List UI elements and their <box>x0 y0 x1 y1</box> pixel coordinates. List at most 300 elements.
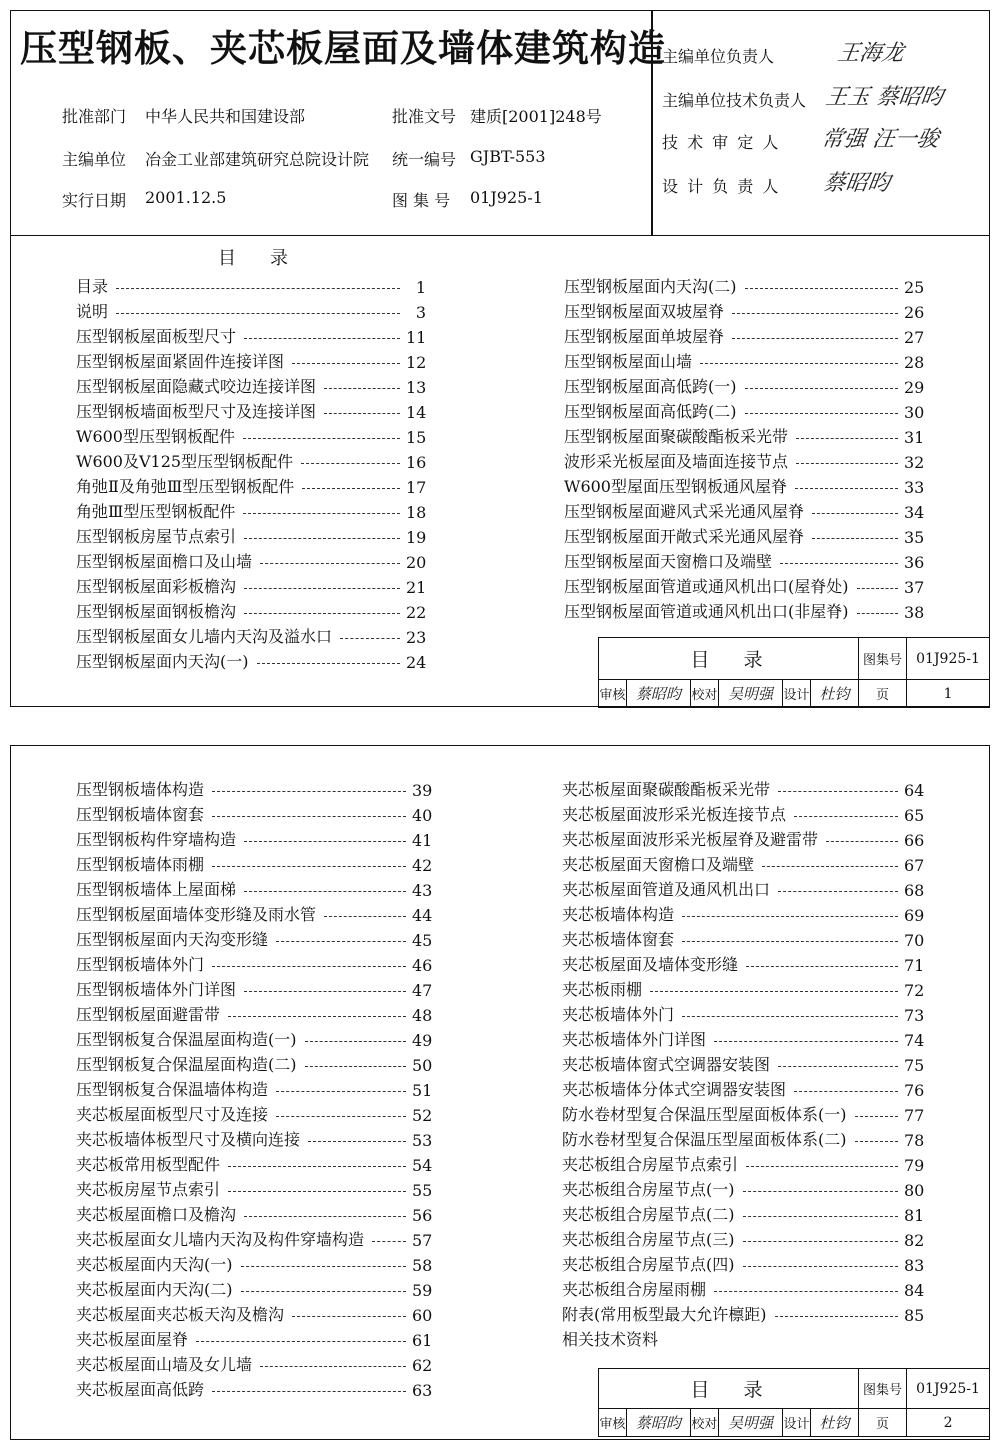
toc-leader-dashes <box>778 791 898 792</box>
toc-entry-page: 35 <box>904 528 925 547</box>
toc-entry-title: 夹芯板屋面高低跨 <box>76 1380 205 1399</box>
title-block-1 <box>598 637 990 708</box>
toc-leader-dashes <box>302 488 400 489</box>
title-block-2 <box>598 1368 990 1437</box>
toc-leader-dashes <box>244 588 400 589</box>
toc-entry-page: 72 <box>904 981 925 1000</box>
toc-entry-page: 76 <box>904 1081 925 1100</box>
toc-entry <box>564 447 924 472</box>
toc-entry <box>76 775 432 800</box>
page-number: 1 <box>907 680 990 708</box>
toc-leader-dashes <box>212 816 406 817</box>
signature-design: 蔡昭昀 <box>821 171 892 196</box>
toc-entry <box>562 775 924 800</box>
toc-entry-page: 67 <box>904 856 925 875</box>
page-label: 页 <box>858 680 906 708</box>
toc-leader-dashes <box>257 663 401 664</box>
toc-leader-dashes <box>243 513 400 514</box>
design-signature: 杜钧 <box>810 680 858 708</box>
toc-entry-title: 夹芯板常用板型配件 <box>76 1155 221 1174</box>
toc-leader-dashes <box>212 866 406 867</box>
toc-entry <box>562 1100 924 1125</box>
toc-entry <box>564 397 924 422</box>
approval-doc: 建质[2001]248号 <box>470 107 602 126</box>
toc-entry <box>76 1300 432 1325</box>
toc-entry-page: 64 <box>904 781 925 800</box>
toc-entry-page: 84 <box>904 1281 925 1300</box>
toc-entry <box>76 975 432 1000</box>
title-block-name: 目录 <box>599 638 859 680</box>
toc-entry-page: 37 <box>904 578 925 597</box>
toc-leader-dashes <box>116 288 400 289</box>
toc-entry-title: 夹芯板屋面内天沟(一) <box>76 1255 233 1274</box>
toc-entry <box>76 1050 432 1075</box>
toc-entry <box>564 472 924 497</box>
toc-entry-title: 夹芯板屋面板型尺寸及连接 <box>76 1105 269 1124</box>
toc-entry-page: 31 <box>904 428 925 447</box>
toc-entry <box>562 1075 924 1100</box>
toc-leader-dashes <box>305 1041 407 1042</box>
toc-entry-title: 压型钢板墙体上屋面梯 <box>76 880 237 899</box>
toc-leader-dashes <box>340 638 400 639</box>
toc-entry-title: 角弛Ⅱ及角弛Ⅲ型压型钢板配件 <box>76 477 295 496</box>
toc-entry-title: 压型钢板构件穿墙构造 <box>76 830 237 849</box>
toc-leader-dashes <box>746 1166 898 1167</box>
toc-entry-page: 66 <box>904 831 925 850</box>
toc-entry <box>562 1150 924 1175</box>
toc-entry <box>562 1300 924 1325</box>
toc-entry <box>76 1075 432 1100</box>
toc-leader-dashes <box>301 463 400 464</box>
toc-entry-page: 79 <box>904 1156 925 1175</box>
toc-entry-title: 夹芯板组合房屋雨棚 <box>562 1280 707 1299</box>
toc-entry <box>76 322 426 347</box>
toc-entry-title: 压型钢板屋面高低跨(二) <box>564 402 737 421</box>
toc-entry-page: 77 <box>904 1106 925 1125</box>
review-label: 审核 <box>599 680 627 708</box>
toc-leader-dashes <box>682 941 898 942</box>
toc-entry-page: 21 <box>406 578 427 597</box>
toc-entry <box>562 1000 924 1025</box>
staff-role-tech: 主编单位技术负责人 <box>662 91 807 110</box>
effective-date-label: 实行日期 <box>62 191 127 210</box>
toc-entry <box>564 597 924 622</box>
toc-entry <box>564 522 924 547</box>
toc-entry <box>76 472 426 497</box>
toc-entry <box>562 850 924 875</box>
toc-leader-dashes <box>682 916 898 917</box>
toc-entry-page: 19 <box>406 528 427 547</box>
toc-entry-page: 24 <box>406 653 427 672</box>
toc-entry <box>76 447 426 472</box>
toc-leader-dashes <box>714 1041 898 1042</box>
toc-leader-dashes <box>308 1141 406 1142</box>
toc-entry-page: 29 <box>904 378 925 397</box>
toc-leader-dashes <box>212 1391 406 1392</box>
toc-entry <box>76 372 426 397</box>
toc-entry-page: 80 <box>904 1181 925 1200</box>
staff-role-review: 技 术 审 定 人 <box>662 133 781 152</box>
toc-entry-title: 压型钢板屋面天窗檐口及端壁 <box>564 552 773 571</box>
toc-entry <box>76 1225 432 1250</box>
toc-leader-dashes <box>276 1091 406 1092</box>
toc-leader-dashes <box>745 413 899 414</box>
toc-entry-title: 压型钢板屋面檐口及山墙 <box>76 552 253 571</box>
toc-leader-dashes <box>260 1366 406 1367</box>
toc-leader-dashes <box>228 1191 406 1192</box>
toc-entry-title: 角弛Ⅲ型压型钢板配件 <box>76 502 236 521</box>
page-label: 页 <box>858 1409 906 1437</box>
toc-entry-page: 17 <box>406 478 427 497</box>
toc-entry-page: 34 <box>904 503 925 522</box>
toc-entry-page: 39 <box>412 781 433 800</box>
toc-entry-page: 1 <box>415 278 426 297</box>
staff-role-design: 设 计 负 责 人 <box>662 177 781 196</box>
toc-leader-dashes <box>228 1016 406 1017</box>
toc-entry <box>76 1175 432 1200</box>
toc-entry-page: 50 <box>412 1056 433 1075</box>
toc-entry-title: W600型屋面压型钢板通风屋脊 <box>564 477 787 496</box>
toc-leader-dashes <box>812 513 898 514</box>
toc-leader-dashes <box>244 538 400 539</box>
toc-leader-dashes <box>372 1241 406 1242</box>
toc-entry-title: 压型钢板屋面双坡屋脊 <box>564 302 725 321</box>
toc-entry <box>76 900 432 925</box>
toc-entry <box>76 1325 432 1350</box>
unified-no-label: 统一编号 <box>392 150 457 169</box>
toc-leader-dashes <box>324 916 406 917</box>
toc-entry-title: 夹芯板屋面夹芯板天沟及檐沟 <box>76 1305 285 1324</box>
toc-entry <box>76 397 426 422</box>
title-block-name: 目录 <box>599 1369 859 1409</box>
toc-entry-page: 75 <box>904 1056 925 1075</box>
toc-entry <box>562 800 924 825</box>
toc-entry-page: 51 <box>412 1081 433 1100</box>
toc-entry-page: 57 <box>412 1231 433 1250</box>
toc-leader-dashes <box>775 1316 899 1317</box>
toc-entry-title: 压型钢板墙体窗套 <box>76 805 205 824</box>
toc-entry <box>562 1325 924 1350</box>
toc-entry-page: 53 <box>412 1131 433 1150</box>
toc-leader-dashes <box>826 841 898 842</box>
toc-entry-title: 压型钢板屋面内天沟(一) <box>76 652 249 671</box>
toc-entry <box>564 347 924 372</box>
toc-leader-dashes <box>241 1266 407 1267</box>
toc-leader-dashes <box>732 313 898 314</box>
toc-entry <box>562 825 924 850</box>
toc-leader-dashes <box>324 388 400 389</box>
toc-leader-dashes <box>650 991 898 992</box>
toc-leader-dashes <box>745 288 899 289</box>
toc-leader-dashes <box>743 1191 899 1192</box>
toc-entry <box>562 950 924 975</box>
toc-entry <box>562 1125 924 1150</box>
toc-entry <box>76 297 426 322</box>
toc-leader-dashes <box>244 613 400 614</box>
toc-leader-dashes <box>212 966 406 967</box>
toc-entry-page: 40 <box>412 806 433 825</box>
toc-entry-page: 48 <box>412 1006 433 1025</box>
toc-entry <box>76 1100 432 1125</box>
toc-leader-dashes <box>794 1091 898 1092</box>
review-label: 审核 <box>599 1409 627 1437</box>
toc-leader-dashes <box>682 1016 898 1017</box>
toc-leader-dashes <box>778 1066 898 1067</box>
atlas-number: 01J925-1 <box>907 1369 990 1409</box>
toc-entry-title: 夹芯板墙体外门详图 <box>562 1030 707 1049</box>
toc-entry-page: 69 <box>904 906 925 925</box>
toc-entry-title: 夹芯板墙体窗式空调器安装图 <box>562 1055 771 1074</box>
toc-entry-title: 压型钢板屋面避风式采光通风屋脊 <box>564 502 805 521</box>
toc-entry <box>76 547 426 572</box>
toc-entry <box>76 875 432 900</box>
toc-entry-title: 防水卷材型复合保温压型屋面板体系(一) <box>562 1105 847 1124</box>
toc-entry-page: 78 <box>904 1131 925 1150</box>
toc-entry-page: 33 <box>904 478 925 497</box>
design-label: 设计 <box>783 680 811 708</box>
toc-entry-page: 65 <box>904 806 925 825</box>
toc-entry-title: 夹芯板屋面屋脊 <box>76 1330 189 1349</box>
toc-leader-dashes <box>243 438 400 439</box>
toc-entry-title: 压型钢板屋面高低跨(一) <box>564 377 737 396</box>
toc-entry-title: 相关技术资料 <box>562 1330 659 1349</box>
toc-entry-title: 压型钢板屋面隐藏式咬边连接详图 <box>76 377 317 396</box>
toc-entry-page: 20 <box>406 553 427 572</box>
toc-leader-dashes <box>780 563 898 564</box>
toc-entry-title: 夹芯板墙体外门 <box>562 1005 675 1024</box>
toc-entry-page: 52 <box>412 1106 433 1125</box>
toc-entry-title: 说明 <box>76 302 109 321</box>
toc-entry-title: W600型压型钢板配件 <box>76 427 235 446</box>
toc-leader-dashes <box>743 1266 899 1267</box>
toc-entry-title: 夹芯板屋面管道及通风机出口 <box>562 880 771 899</box>
toc-leader-dashes <box>116 313 400 314</box>
toc-entry <box>562 1250 924 1275</box>
toc-leader-dashes <box>324 413 400 414</box>
toc-entry-page: 68 <box>904 881 925 900</box>
toc-entry-title: 夹芯板墙体分体式空调器安装图 <box>562 1080 787 1099</box>
toc-entry <box>76 1250 432 1275</box>
toc-entry-page: 45 <box>412 931 433 950</box>
toc-leader-dashes <box>795 488 898 489</box>
toc-column-left <box>76 272 426 672</box>
toc-entry-page: 59 <box>412 1281 433 1300</box>
check-signature: 吴明强 <box>718 1409 782 1437</box>
toc-heading: 目录 <box>218 248 322 269</box>
toc-entry <box>564 272 924 297</box>
toc-entry <box>76 522 426 547</box>
toc-leader-dashes <box>714 1291 898 1292</box>
toc-entry <box>76 647 426 672</box>
toc-entry-page: 18 <box>406 503 427 522</box>
staff-role-chief: 主编单位负责人 <box>662 47 775 66</box>
toc-entry-page: 61 <box>412 1331 433 1350</box>
toc-entry-title: 压型钢板屋面彩板檐沟 <box>76 577 237 596</box>
toc-entry-title: 波形采光板屋面及墙面连接节点 <box>564 452 789 471</box>
toc-entry-title: 压型钢板复合保温墙体构造 <box>76 1080 269 1099</box>
check-label: 校对 <box>691 680 719 708</box>
toc-entry-title: 夹芯板屋面天窗檐口及端壁 <box>562 855 755 874</box>
atlas-label: 图集号 <box>858 638 906 680</box>
signature-review: 常强 汪一骏 <box>819 127 941 152</box>
toc-entry-page: 56 <box>412 1206 433 1225</box>
toc-entry-page: 55 <box>412 1181 433 1200</box>
signature-tech: 王玉 蔡昭昀 <box>823 85 945 110</box>
toc-leader-dashes <box>305 1066 407 1067</box>
effective-date: 2001.12.5 <box>145 188 227 207</box>
toc-entry-page: 54 <box>412 1156 433 1175</box>
toc-entry <box>76 497 426 522</box>
toc-leader-dashes <box>762 866 898 867</box>
page-number: 2 <box>907 1409 990 1437</box>
toc-entry <box>562 1050 924 1075</box>
toc-entry <box>562 975 924 1000</box>
toc-entry-page: 13 <box>406 378 427 397</box>
toc-entry <box>562 1175 924 1200</box>
toc-entry-title: 压型钢板屋面墙体变形缝及雨水管 <box>76 905 317 924</box>
toc-leader-dashes <box>796 463 898 464</box>
toc-entry <box>562 875 924 900</box>
toc-entry-title: 夹芯板屋面波形采光板屋脊及避雷带 <box>562 830 819 849</box>
toc-entry-title: 压型钢板屋面开敞式采光通风屋脊 <box>564 527 805 546</box>
toc-entry-title: 压型钢板屋面单坡屋脊 <box>564 327 725 346</box>
toc-entry-title: 夹芯板屋面波形采光板连接节点 <box>562 805 787 824</box>
check-label: 校对 <box>691 1409 719 1437</box>
toc-entry-page: 12 <box>406 353 427 372</box>
toc-entry-page: 60 <box>412 1306 433 1325</box>
toc-entry <box>76 1150 432 1175</box>
toc-entry <box>76 597 426 622</box>
toc-entry-title: 压型钢板墙体外门 <box>76 955 205 974</box>
toc-entry-title: 防水卷材型复合保温压型屋面板体系(二) <box>562 1130 847 1149</box>
toc-entry-page: 83 <box>904 1256 925 1275</box>
toc-entry-title: 压型钢板墙面板型尺寸及连接详图 <box>76 402 317 421</box>
toc-leader-dashes <box>743 1216 899 1217</box>
toc-entry <box>76 825 432 850</box>
toc-entry <box>564 372 924 397</box>
toc-entry-title: 夹芯板屋面内天沟(二) <box>76 1280 233 1299</box>
toc-entry <box>76 347 426 372</box>
toc-entry-page: 14 <box>406 403 427 422</box>
toc-leader-dashes <box>292 363 400 364</box>
toc-leader-dashes <box>228 1166 406 1167</box>
toc-entry-title: 夹芯板屋面聚碳酸酯板采光带 <box>562 780 771 799</box>
toc-entry <box>76 850 432 875</box>
toc-entry-page: 44 <box>412 906 433 925</box>
toc-entry-title: 目录 <box>76 277 109 296</box>
toc-entry-page: 38 <box>904 603 925 622</box>
toc-entry <box>564 572 924 597</box>
toc-entry <box>76 1125 432 1150</box>
toc-entry-page: 47 <box>412 981 433 1000</box>
toc-entry-title: 夹芯板组合房屋节点(二) <box>562 1205 735 1224</box>
toc-leader-dashes <box>857 613 899 614</box>
toc-entry-title: 压型钢板屋面女儿墙内天沟及溢水口 <box>76 627 333 646</box>
toc-leader-dashes <box>244 841 406 842</box>
toc-entry-page: 43 <box>412 881 433 900</box>
toc-entry-title: 夹芯板组合房屋节点(四) <box>562 1255 735 1274</box>
toc-leader-dashes <box>212 791 406 792</box>
toc-entry-page: 25 <box>904 278 925 297</box>
toc-leader-dashes <box>857 588 899 589</box>
toc-entry <box>76 1275 432 1300</box>
toc-column-left <box>76 775 432 1400</box>
toc-entry-title: 夹芯板屋面女儿墙内天沟及构件穿墙构造 <box>76 1230 365 1249</box>
toc-entry-title: W600及V125型压型钢板配件 <box>76 452 294 471</box>
toc-entry-title: 压型钢板复合保温屋面构造(一) <box>76 1030 297 1049</box>
toc-entry <box>76 1350 432 1375</box>
toc-entry-title: 夹芯板组合房屋节点(一) <box>562 1180 735 1199</box>
toc-entry-title: 夹芯板雨棚 <box>562 980 643 999</box>
toc-leader-dashes <box>746 966 898 967</box>
toc-entry-page: 62 <box>412 1356 433 1375</box>
toc-leader-dashes <box>244 338 400 339</box>
toc-entry <box>564 497 924 522</box>
toc-leader-dashes <box>732 338 898 339</box>
toc-entry-title: 压型钢板复合保温屋面构造(二) <box>76 1055 297 1074</box>
toc-entry-title: 压型钢板屋面管道或通风机出口(非屋脊) <box>564 602 849 621</box>
atlas-number: 01J925-1 <box>907 638 990 680</box>
toc-entry <box>562 1225 924 1250</box>
editor-unit-label: 主编单位 <box>62 150 127 169</box>
toc-entry-title: 附表(常用板型最大允许檩距) <box>562 1305 767 1324</box>
toc-leader-dashes <box>794 816 898 817</box>
toc-entry-title: 夹芯板房屋节点索引 <box>76 1180 221 1199</box>
review-signature: 蔡昭昀 <box>626 680 690 708</box>
toc-entry-page: 41 <box>412 831 433 850</box>
toc-entry <box>564 547 924 572</box>
toc-entry-page: 30 <box>904 403 925 422</box>
toc-entry <box>562 1200 924 1225</box>
toc-entry-title: 夹芯板墙体窗套 <box>562 930 675 949</box>
toc-entry-page: 42 <box>412 856 433 875</box>
toc-entry <box>562 925 924 950</box>
toc-entry-title: 夹芯板屋面檐口及檐沟 <box>76 1205 237 1224</box>
editor-unit: 冶金工业部建筑研究总院设计院 <box>145 150 370 169</box>
toc-entry-page: 28 <box>904 353 925 372</box>
toc-entry-title: 压型钢板屋面板型尺寸 <box>76 327 237 346</box>
toc-entry <box>76 925 432 950</box>
toc-entry-title: 压型钢板墙体外门详图 <box>76 980 237 999</box>
toc-entry-title: 压型钢板屋面紧固件连接详图 <box>76 352 285 371</box>
check-signature: 吴明强 <box>718 680 782 708</box>
toc-entry <box>76 422 426 447</box>
toc-leader-dashes <box>745 388 899 389</box>
toc-entry <box>76 1025 432 1050</box>
toc-entry <box>562 900 924 925</box>
signature-chief: 王海龙 <box>835 41 906 66</box>
toc-entry <box>564 297 924 322</box>
toc-entry-page: 49 <box>412 1031 433 1050</box>
toc-entry-page: 26 <box>904 303 925 322</box>
toc-entry-page: 27 <box>904 328 925 347</box>
toc-leader-dashes <box>796 438 898 439</box>
toc-entry-page: 81 <box>904 1206 925 1225</box>
toc-entry-page: 22 <box>406 603 427 622</box>
toc-leader-dashes <box>700 363 898 364</box>
unified-no: GJBT-553 <box>470 147 546 166</box>
toc-entry <box>562 1025 924 1050</box>
toc-entry-page: 71 <box>904 956 925 975</box>
toc-entry-title: 压型钢板墙体雨棚 <box>76 855 205 874</box>
toc-entry <box>564 422 924 447</box>
toc-entry <box>76 1375 432 1400</box>
toc-leader-dashes <box>196 1341 406 1342</box>
toc-leader-dashes <box>241 1291 407 1292</box>
toc-entry-page: 63 <box>412 1381 433 1400</box>
toc-column-right <box>564 272 924 622</box>
toc-leader-dashes <box>743 1241 899 1242</box>
